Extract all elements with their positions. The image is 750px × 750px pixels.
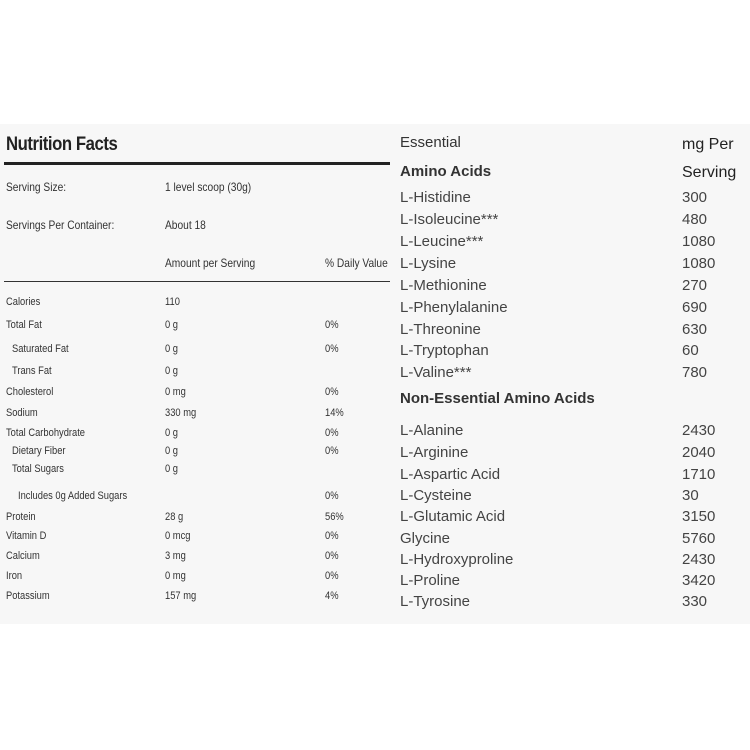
nutrient-name: Potassium: [6, 590, 50, 602]
amino-acid-mg: 1710: [682, 466, 716, 483]
nutrient-amount: 0 g: [165, 445, 179, 457]
nutrient-name: Cholesterol: [6, 386, 54, 398]
nutrient-daily-value: 0%: [325, 530, 339, 542]
nutrient-name: Vitamin D: [6, 530, 47, 542]
amino-acids-header: Amino Acids: [400, 163, 492, 180]
nutrient-name: Calories: [6, 296, 41, 308]
amino-acid-name: L-Aspartic Acid: [400, 466, 501, 483]
nutrient-amount: 3 mg: [165, 550, 186, 562]
amino-acid-name: L-Tyrosine: [400, 593, 471, 610]
nutrient-daily-value: 56%: [325, 511, 344, 523]
nutrient-amount: 0 g: [165, 427, 179, 439]
nutrient-amount: 330 mg: [165, 407, 197, 419]
amino-acid-mg: 5760: [682, 530, 716, 547]
nutrient-amount: 0 g: [165, 343, 179, 355]
title-rule: [4, 162, 390, 165]
nutrient-row: [6, 463, 386, 477]
amino-acid-mg: 30: [682, 487, 699, 504]
amino-acid-name: L-Arginine: [400, 444, 469, 461]
nutrient-daily-value: 0%: [325, 445, 339, 457]
nutrient-amount: 0 mg: [165, 570, 186, 582]
nutrient-row: [6, 365, 386, 379]
amino-acid-name: L-Leucine***: [400, 233, 484, 250]
nutrient-amount: 157 mg: [165, 590, 197, 602]
amino-acid-name: L-Alanine: [400, 422, 464, 439]
serving-size-label: Serving Size:: [6, 180, 67, 194]
nutrient-name: Calcium: [6, 550, 40, 562]
amino-acid-mg: 1080: [682, 255, 716, 272]
amino-acid-mg: 3420: [682, 572, 716, 589]
amino-acid-name: L-Phenylalanine: [400, 299, 508, 316]
nutrient-daily-value: 0%: [325, 343, 339, 355]
nutrient-row: [6, 590, 386, 604]
nutrient-row: [6, 570, 386, 584]
amino-acid-mg: 3150: [682, 508, 716, 525]
nutrient-row: [6, 550, 386, 564]
nutrient-amount: 0 mg: [165, 386, 186, 398]
mg-per-header: mg Per: [682, 136, 734, 153]
amino-acid-mg: 60: [682, 342, 699, 359]
nutrient-name: Total Sugars: [12, 463, 64, 475]
nutrient-row: [6, 407, 386, 421]
serving-header: Serving: [682, 164, 737, 181]
nutrient-name: Total Fat: [6, 319, 42, 331]
nutrient-name: Includes 0g Added Sugars: [18, 490, 128, 502]
nutrient-name: Protein: [6, 511, 36, 523]
servings-per-container-label: Servings Per Container:: [6, 218, 115, 232]
nutrient-row: [6, 343, 386, 357]
nutrient-amount: 0 g: [165, 463, 179, 475]
nutrition-facts-title: Nutrition Facts: [6, 134, 118, 155]
nutrient-amount: 110: [165, 296, 180, 308]
amino-acid-name: L-Lysine: [400, 255, 457, 272]
amino-acid-mg: 2430: [682, 422, 716, 439]
nutrient-daily-value: 0%: [325, 550, 339, 562]
amino-acid-name: L-Methionine: [400, 277, 487, 294]
amino-acid-mg: 2040: [682, 444, 716, 461]
nutrient-amount: 0 g: [165, 319, 179, 331]
nutrient-row: [6, 490, 386, 504]
amino-acid-mg: 690: [682, 299, 708, 316]
servings-per-container-value: About 18: [165, 218, 206, 232]
nutrient-row: [6, 296, 386, 310]
amino-acid-name: L-Valine***: [400, 364, 472, 381]
amino-acid-name: Glycine: [400, 530, 451, 547]
amino-acid-mg: 2430: [682, 551, 716, 568]
amino-acid-mg: 1080: [682, 233, 716, 250]
amino-acid-name: L-Isoleucine***: [400, 211, 499, 228]
nutrient-name: Dietary Fiber: [12, 445, 66, 457]
amino-acid-mg: 270: [682, 277, 708, 294]
header-rule: [4, 281, 390, 282]
amino-acid-name: L-Proline: [400, 572, 461, 589]
nutrient-row: [6, 530, 386, 544]
amino-acid-name: L-Hydroxyproline: [400, 551, 514, 568]
nutrient-name: Iron: [6, 570, 23, 582]
amino-acid-name: L-Glutamic Acid: [400, 508, 506, 525]
nutrient-amount: 28 g: [165, 511, 184, 523]
amino-acid-name: L-Tryptophan: [400, 342, 489, 359]
nutrient-name: Saturated Fat: [12, 343, 69, 355]
nutrient-daily-value: 0%: [325, 386, 339, 398]
daily-value-header: % Daily Value: [325, 256, 388, 270]
nutrient-row: [6, 445, 386, 459]
amino-acid-name: L-Threonine: [400, 321, 481, 338]
nutrient-row: [6, 511, 386, 525]
amino-acid-mg: 630: [682, 321, 708, 338]
nutrient-amount: 0 g: [165, 365, 179, 377]
amino-acid-name: L-Cysteine: [400, 487, 472, 504]
nutrient-daily-value: 0%: [325, 427, 339, 439]
nutrient-row: [6, 319, 386, 333]
nutrient-daily-value: 0%: [325, 570, 339, 582]
nutrient-name: Trans Fat: [12, 365, 52, 377]
nutrient-daily-value: 0%: [325, 319, 339, 331]
nutrient-row: [6, 386, 386, 400]
amino-acid-name: L-Histidine: [400, 189, 471, 206]
nutrient-name: Sodium: [6, 407, 38, 419]
nutrient-daily-value: 14%: [325, 407, 344, 419]
amino-acid-mg: 330: [682, 593, 708, 610]
amino-acid-mg: 480: [682, 211, 708, 228]
amino-acid-mg: 300: [682, 189, 708, 206]
amount-per-serving-header: Amount per Serving: [165, 256, 256, 270]
nutrient-name: Total Carbohydrate: [6, 427, 86, 439]
nutrient-amount: 0 mcg: [165, 530, 191, 542]
nutrient-daily-value: 0%: [325, 490, 339, 502]
amino-acid-mg: 780: [682, 364, 708, 381]
non-essential-header: Non-Essential Amino Acids: [400, 390, 595, 407]
essential-header: Essential: [400, 134, 461, 151]
serving-size-value: 1 level scoop (30g): [165, 180, 252, 194]
nutrient-daily-value: 4%: [325, 590, 339, 602]
nutrient-row: [6, 427, 386, 441]
